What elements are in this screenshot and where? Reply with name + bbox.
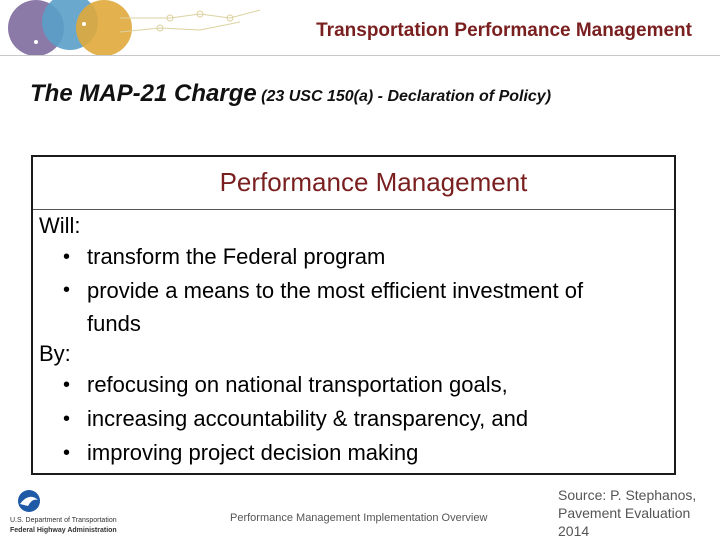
slide-heading bbox=[30, 80, 551, 108]
by-list bbox=[39, 368, 674, 470]
list-item: • increasing accountability & transparency, and bbox=[43, 402, 674, 436]
footer-presentation-title: Performance Management Implementation Overview bbox=[230, 512, 488, 524]
box-body bbox=[33, 210, 674, 470]
performance-management-box bbox=[31, 155, 676, 475]
list-item: • transform the Federal program bbox=[43, 240, 674, 274]
will-label: Will: bbox=[39, 213, 81, 238]
slide-heading-sub: (23 USC 150(a) - Declaration of Policy) bbox=[261, 88, 552, 105]
box-title: Performance Management bbox=[33, 157, 674, 210]
header-divider bbox=[0, 55, 720, 56]
list-item: • improving project decision making bbox=[43, 436, 674, 470]
bullet-icon: • bbox=[63, 246, 71, 268]
gold-circle bbox=[76, 0, 132, 56]
bullet-icon: • bbox=[63, 279, 71, 301]
bullet-icon: • bbox=[63, 374, 71, 396]
list-item: • provide a means to the most efficient investment of funds bbox=[43, 274, 674, 340]
logo-line-1: U.S. Department of Transportation bbox=[10, 517, 117, 524]
bullet-icon: • bbox=[63, 408, 71, 430]
usdot-fhwa-logo bbox=[8, 488, 138, 536]
will-list bbox=[39, 240, 674, 340]
slide-heading-main: The MAP-21 Charge bbox=[30, 80, 257, 107]
source-citation: Source: P. Stephanos, Pavement Evaluation 2014 bbox=[558, 487, 697, 539]
by-label: By: bbox=[39, 341, 71, 366]
list-item: • refocusing on national transportation goals, bbox=[43, 368, 674, 402]
header-title: Transportation Performance Management bbox=[316, 20, 692, 41]
logo-line-2: Federal Highway Administration bbox=[10, 527, 117, 534]
bullet-icon: • bbox=[63, 442, 71, 464]
